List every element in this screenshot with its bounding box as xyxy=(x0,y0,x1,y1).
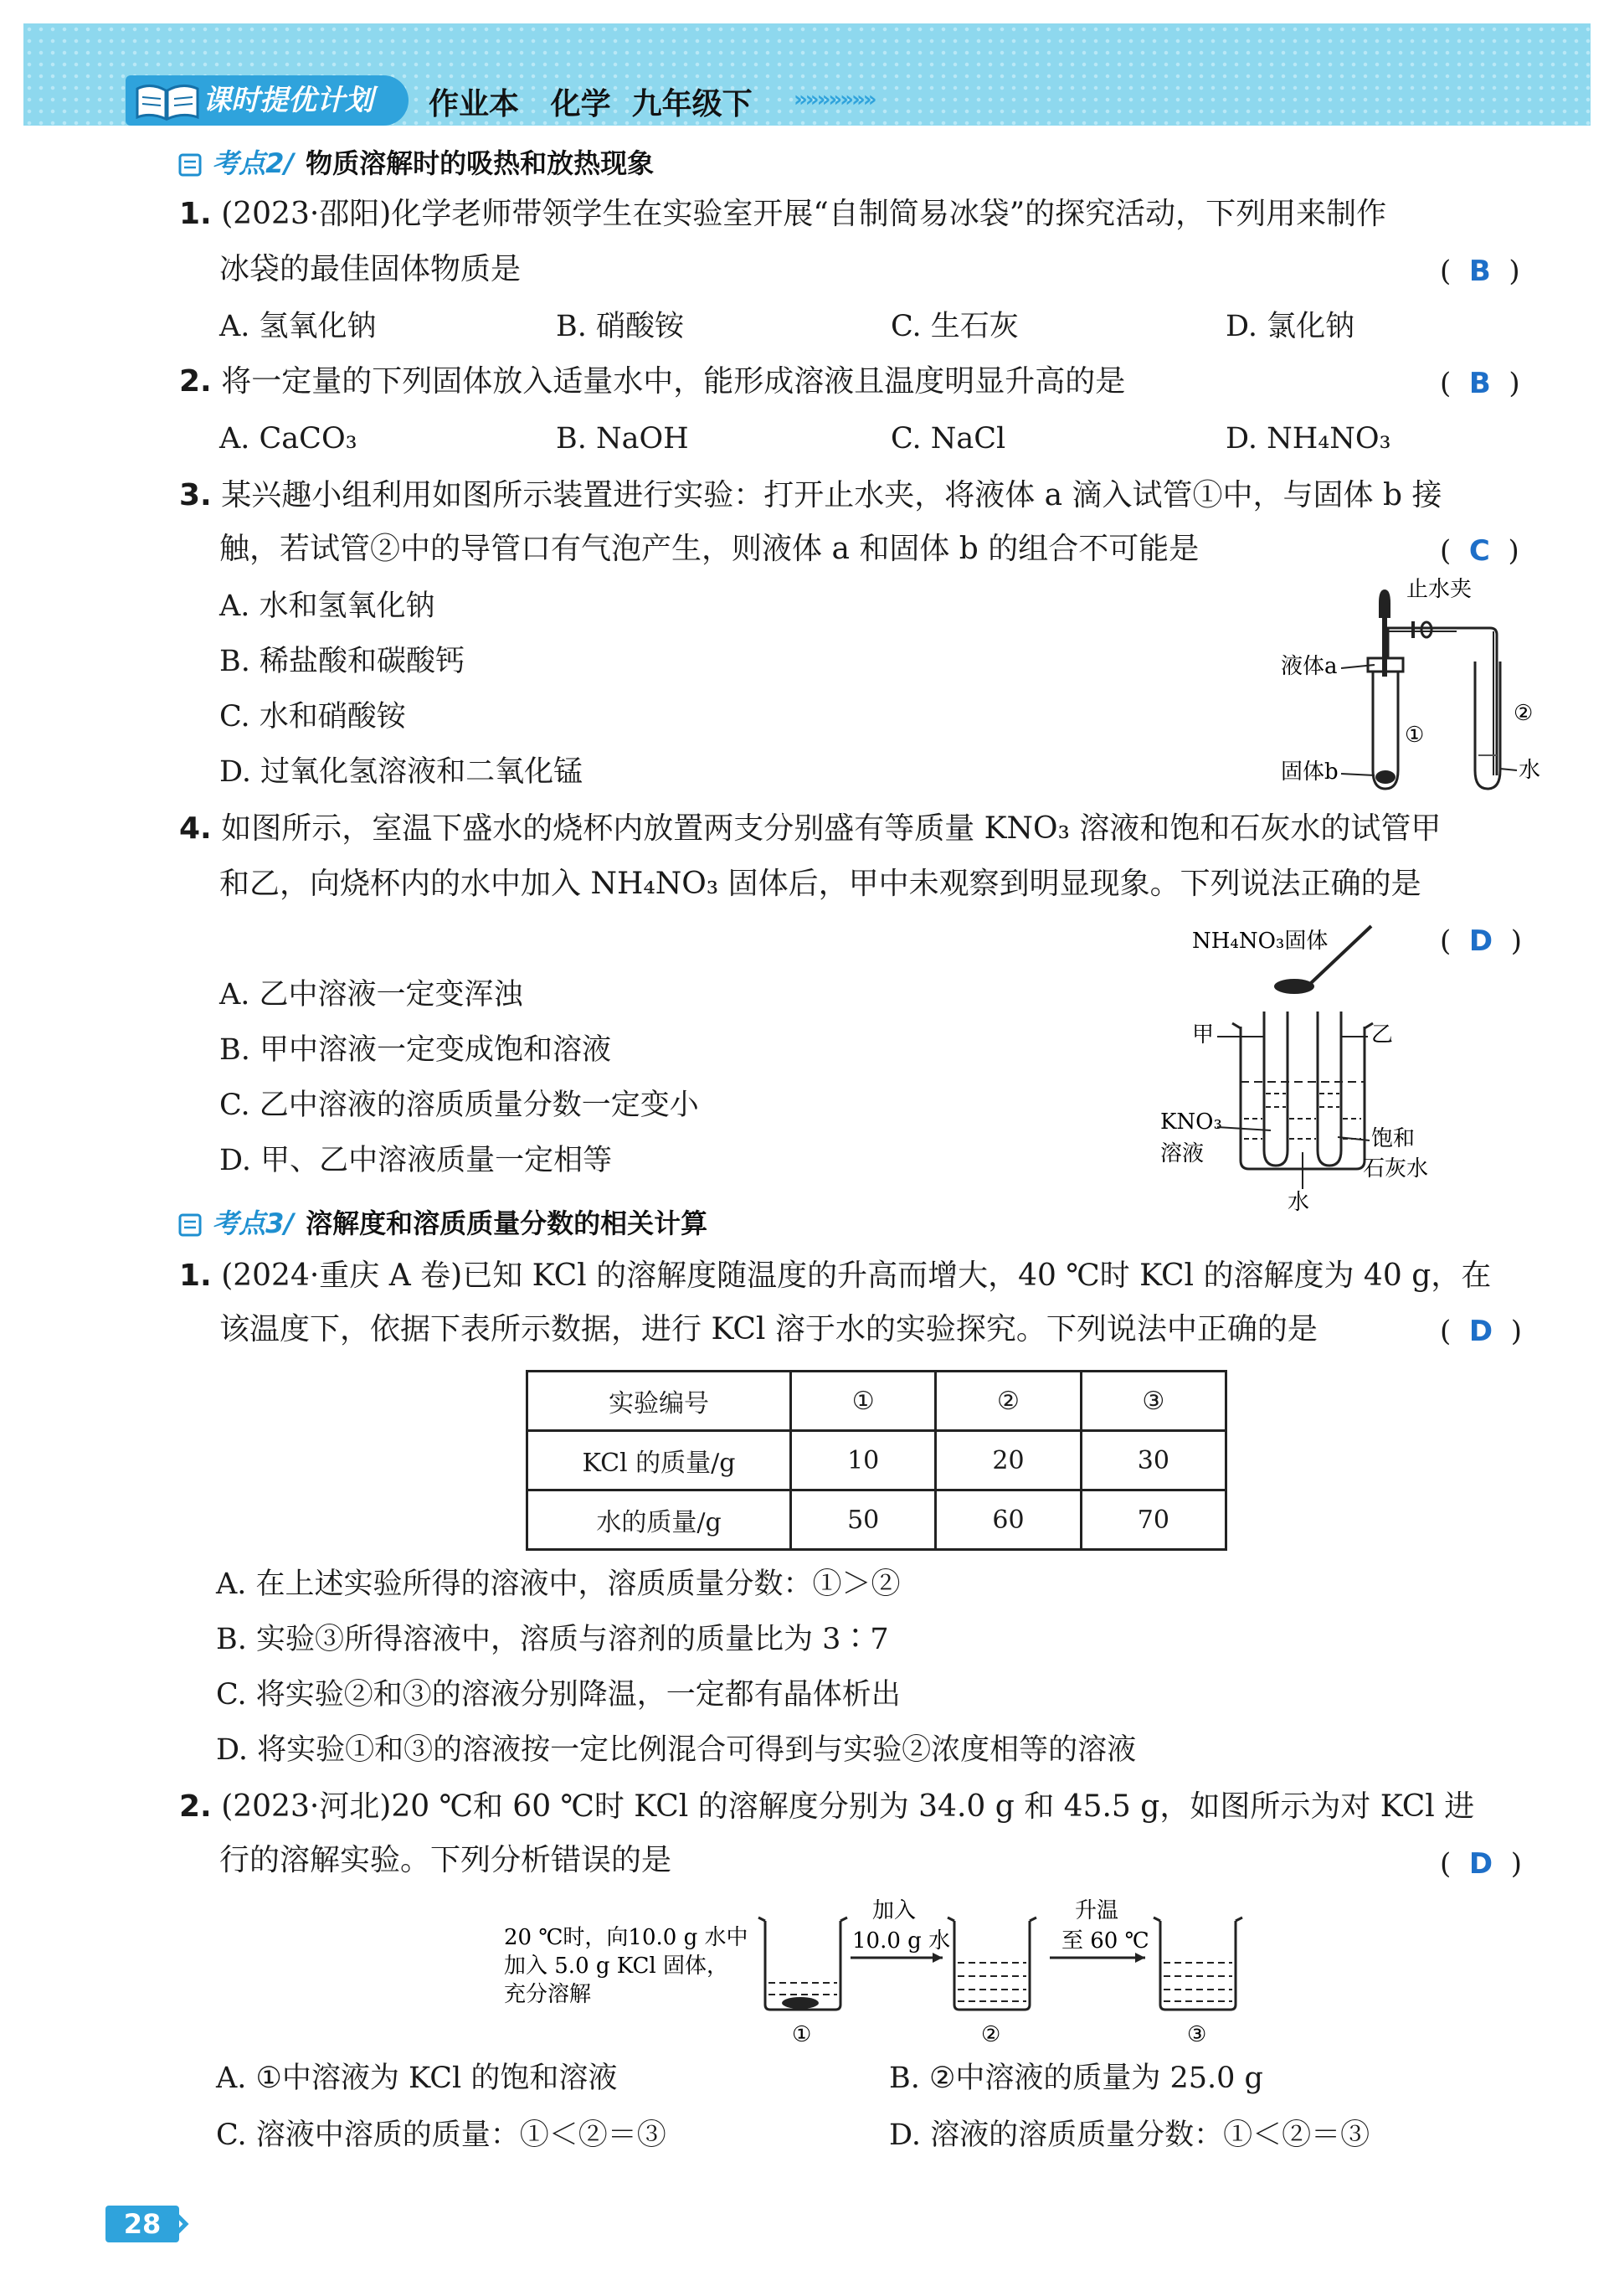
option-c: C. 水和硝酸铵 xyxy=(219,700,406,734)
brand-banner: 课时提优计划 xyxy=(126,75,409,126)
option-a: A. 氢氧化钠 xyxy=(219,310,377,343)
step-1-label-b: 10.0 g 水 xyxy=(852,1928,951,1954)
dropper-bulb xyxy=(1379,589,1390,618)
notebook-icon xyxy=(177,152,203,178)
beaker-label-1: ① xyxy=(792,2022,812,2047)
undissolved-kcl xyxy=(782,1997,819,2009)
table-row xyxy=(527,1490,1226,1550)
question-number: 3. xyxy=(179,478,212,512)
table-cell: KCl 的质量/g xyxy=(527,1431,791,1490)
s2-q3-line1 xyxy=(179,479,1442,512)
answer-letter: D xyxy=(1468,1315,1493,1348)
answer-letter: D xyxy=(1468,924,1493,958)
chevron-right-icon xyxy=(159,2207,193,2241)
test-tube-yi xyxy=(1318,1012,1341,1166)
step-1-label-a: 加入 xyxy=(872,1898,917,1923)
question-number: 1. xyxy=(179,1259,212,1293)
answer-bracket: ( B ) xyxy=(1440,367,1520,400)
option-b: B. NaOH xyxy=(556,422,689,456)
option-b: B. 稀盐酸和碳酸钙 xyxy=(219,645,465,678)
beaker-2 xyxy=(954,1921,1030,2010)
option-b: B. 硝酸铵 xyxy=(556,310,684,343)
kcl-data-table xyxy=(526,1370,1227,1551)
gas-apparatus-figure xyxy=(1281,578,1565,804)
table-cell: 70 xyxy=(1081,1490,1226,1550)
fig-desc-3: 充分溶解 xyxy=(504,1982,592,2007)
option-d: D. 甲、乙中溶液质量一定相等 xyxy=(219,1144,613,1177)
s2-q4-line2: 和乙，向烧杯内的水中加入 NH₄NO₃ 固体后，甲中未观察到明显现象。下列说法正确的是 xyxy=(219,867,1421,901)
label-tube-2: ② xyxy=(1514,701,1534,726)
answer-bracket: ( D ) xyxy=(1440,1847,1523,1881)
label-saturated: 饱和 xyxy=(1371,1126,1416,1151)
option-c: C. 将实验②和③的溶液分别降温，一定都有晶体析出 xyxy=(216,1678,901,1712)
option-d: D. 将实验①和③的溶液按一定比例混合可得到与实验②浓度相等的溶液 xyxy=(216,1733,1137,1767)
label-liquid-a: 液体a xyxy=(1281,654,1338,679)
answer-bracket: ( B ) xyxy=(1440,255,1520,288)
s3-q1-line1 xyxy=(179,1259,1491,1293)
option-a: A. ①中溶液为 KCl 的饱和溶液 xyxy=(216,2062,618,2095)
spoon-solid xyxy=(1274,979,1314,994)
table-header-row xyxy=(527,1372,1226,1431)
option-c: C. 溶液中溶质的质量：①＜②＝③ xyxy=(216,2118,666,2152)
section-3-title: 溶解度和溶质质量分数的相关计算 xyxy=(306,1207,708,1239)
table-cell: 实验编号 xyxy=(527,1372,791,1431)
s2-q1-line2: 冰袋的最佳固体物质是 xyxy=(219,252,522,286)
option-d: D. NH₄NO₃ xyxy=(1226,422,1391,456)
label-solid-b: 固体b xyxy=(1281,759,1339,785)
test-tube-jia xyxy=(1264,1012,1288,1166)
label-water: 水 xyxy=(1519,758,1541,783)
s2-q2-line1 xyxy=(179,365,1125,399)
table-cell: 50 xyxy=(791,1490,936,1550)
option-c: C. 乙中溶液的溶质质量分数一定变小 xyxy=(219,1089,699,1122)
answer-letter: D xyxy=(1468,1847,1493,1881)
label-kno3: KNO₃ xyxy=(1160,1109,1222,1135)
answer-bracket: ( D ) xyxy=(1440,1315,1523,1348)
label-limewater: 石灰水 xyxy=(1363,1156,1429,1181)
question-number: 1. xyxy=(179,197,212,231)
label-water: 水 xyxy=(1288,1190,1310,1215)
header-arrows: »»»»»»» xyxy=(794,87,875,112)
notebook-icon xyxy=(177,1212,203,1238)
option-a: A. 水和氢氧化钠 xyxy=(219,589,435,623)
option-a: A. 乙中溶液一定变浑浊 xyxy=(219,978,523,1012)
question-number: 2. xyxy=(179,1789,212,1824)
question-text: (2023·河北)20 ℃和 60 ℃时 KCl 的溶解度分别为 34.0 g 和 45.5 g，如图所示为对 KCl 进 xyxy=(221,1789,1475,1824)
option-c: C. NaCl xyxy=(891,422,1006,456)
question-text: 如图所示，室温下盛水的烧杯内放置两支分别盛有等质量 KNO₃ 溶液和饱和石灰水的试管甲 xyxy=(221,811,1442,846)
table-cell: 10 xyxy=(791,1431,936,1490)
question-text: 将一定量的下列固体放入适量水中，能形成溶液且温度明显升高的是 xyxy=(221,364,1126,399)
step-2-label-a: 升温 xyxy=(1075,1898,1119,1923)
fig-desc-2: 加入 5.0 g KCl 固体， xyxy=(504,1954,728,1979)
option-d: D. 氯化钠 xyxy=(1226,310,1355,343)
s3-q2-line2: 行的溶解实验。下列分析错误的是 xyxy=(219,1843,672,1877)
option-a: A. 在上述实验所得的溶液中，溶质质量分数：①＞② xyxy=(216,1568,901,1601)
answer-letter: C xyxy=(1468,534,1490,568)
answer-letter: B xyxy=(1468,367,1491,400)
option-b: B. 实验③所得溶液中，溶质与溶剂的质量比为 3∶7 xyxy=(216,1623,889,1656)
label-kno3-solution: 溶液 xyxy=(1160,1141,1205,1166)
table-cell: 30 xyxy=(1081,1431,1226,1490)
option-c: C. 生石灰 xyxy=(891,310,1019,343)
fig-desc-1: 20 ℃时，向10.0 g 水中 xyxy=(504,1925,748,1950)
label-yi: 乙 xyxy=(1371,1022,1394,1048)
option-a: A. CaCO₃ xyxy=(219,422,357,456)
solid-b xyxy=(1375,770,1396,784)
table-row xyxy=(527,1431,1226,1490)
label-nh4no3: NH₄NO₃固体 xyxy=(1192,929,1329,954)
beaker-1 xyxy=(765,1921,840,2010)
beaker-label-2: ② xyxy=(981,2022,1001,2047)
section-3-tag: 考点3/ xyxy=(212,1207,295,1239)
s3-q1-line2: 该温度下，依据下表所示数据，进行 KCl 溶于水的实验探究。下列说法中正确的是 xyxy=(219,1312,1318,1346)
beaker-3 xyxy=(1160,1921,1236,2010)
section-2-title: 物质溶解时的吸热和放热现象 xyxy=(306,147,655,179)
water-clamp xyxy=(1421,622,1432,637)
option-d: D. 过氧化氢溶液和二氧化锰 xyxy=(219,755,583,789)
s3-q2-line1 xyxy=(179,1790,1474,1824)
question-text: (2024·重庆 A 卷)已知 KCl 的溶解度随温度的升高而增大，40 ℃时 KCl 的溶解度为 40 g，在 xyxy=(221,1259,1492,1293)
page-number: 28 xyxy=(105,2206,179,2242)
label-tube-1: ① xyxy=(1405,723,1425,748)
s2-q3-line2: 触，若试管②中的导管口有气泡产生，则液体 a 和固体 b 的组合不可能是 xyxy=(219,532,1200,566)
option-b: B. 甲中溶液一定变成饱和溶液 xyxy=(219,1033,611,1067)
table-cell: ③ xyxy=(1081,1372,1226,1431)
table-cell: ② xyxy=(936,1372,1081,1431)
section-2-heading xyxy=(177,142,654,181)
section-2-tag: 考点2/ xyxy=(212,147,295,179)
open-book-icon xyxy=(134,80,201,122)
table-cell: 60 xyxy=(936,1490,1081,1550)
option-d: D. 溶液的溶质质量分数：①＜②＝③ xyxy=(889,2118,1370,2152)
dissolution-sequence-figure xyxy=(499,1896,1252,2055)
question-number: 2. xyxy=(179,364,212,399)
beaker-two-tubes-figure xyxy=(1147,918,1457,1219)
tube-pipe-2 xyxy=(1457,628,1497,775)
header-subject: 作业本 化学 九年级下 xyxy=(429,87,753,121)
section-3-heading xyxy=(177,1202,707,1241)
answer-bracket: ( C ) xyxy=(1440,534,1519,568)
s2-q4-line1 xyxy=(179,812,1441,846)
beaker-label-3: ③ xyxy=(1187,2022,1207,2047)
s2-q1-line1 xyxy=(179,198,1386,231)
dropper-stem xyxy=(1382,618,1387,677)
question-text: 某兴趣小组利用如图所示装置进行实验：打开止水夹，将液体 a 滴入试管①中，与固体 b 接 xyxy=(221,478,1442,512)
question-text: (2023·邵阳)化学老师带领学生在实验室开展“自制简易冰袋”的探究活动，下列用来制作 xyxy=(221,197,1387,231)
answer-bracket: ( D ) xyxy=(1440,924,1523,958)
option-b: B. ②中溶液的质量为 25.0 g xyxy=(889,2062,1263,2095)
beaker xyxy=(1241,1027,1365,1169)
label-jia: 甲 xyxy=(1192,1022,1215,1048)
table-cell: 水的质量/g xyxy=(527,1490,791,1550)
answer-letter: B xyxy=(1468,255,1491,288)
question-number: 4. xyxy=(179,811,212,846)
table-cell: ① xyxy=(791,1372,936,1431)
table-cell: 20 xyxy=(936,1431,1081,1490)
label-clamp: 止水夹 xyxy=(1406,578,1473,602)
step-2-label-b: 至 60 ℃ xyxy=(1061,1928,1149,1954)
